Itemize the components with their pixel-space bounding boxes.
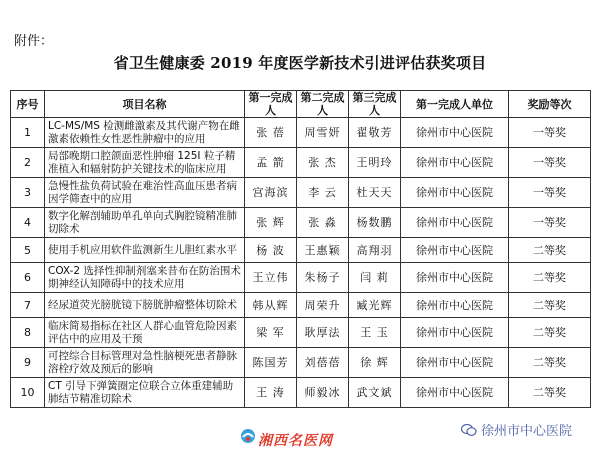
header-first: 第一完成人 (245, 91, 297, 118)
row-award: 二等奖 (509, 238, 591, 263)
row-second-person: 朱杨子 (297, 263, 349, 293)
row-first-person: 梁 军 (245, 318, 297, 348)
row-third-person: 武文斌 (349, 378, 401, 408)
header-unit: 第一完成人单位 (401, 91, 509, 118)
row-second-person: 李 云 (297, 178, 349, 208)
row-first-person: 王立伟 (245, 263, 297, 293)
table-header-row (11, 91, 591, 118)
row-unit: 徐州市中心医院 (401, 238, 509, 263)
row-first-person: 王 涛 (245, 378, 297, 408)
row-index: 2 (11, 148, 45, 178)
row-index: 10 (11, 378, 45, 408)
row-unit: 徐州市中心医院 (401, 318, 509, 348)
row-index: 3 (11, 178, 45, 208)
row-first-person: 孟 箭 (245, 148, 297, 178)
row-award: 一等奖 (509, 178, 591, 208)
row-project-name: 局部晚期口腔颌面恶性肿瘤 125I 粒子精准植入和辐射防护关键技术的临床应用 (45, 148, 245, 178)
table-row (11, 118, 591, 148)
header-third: 第三完成人 (349, 91, 401, 118)
row-first-person: 陈国芳 (245, 348, 297, 378)
row-unit: 徐州市中心医院 (401, 208, 509, 238)
header-index: 序号 (11, 91, 45, 118)
row-first-person: 张 蓓 (245, 118, 297, 148)
wechat-icon (461, 423, 477, 437)
watermark-account-name: 徐州市中心医院 (481, 424, 573, 439)
row-award: 二等奖 (509, 378, 591, 408)
row-index: 8 (11, 318, 45, 348)
row-second-person: 周荣升 (297, 293, 349, 318)
row-second-person: 耿厚法 (297, 318, 349, 348)
row-third-person: 高翔羽 (349, 238, 401, 263)
row-third-person: 杜天天 (349, 178, 401, 208)
row-third-person: 王明玲 (349, 148, 401, 178)
row-index: 9 (11, 348, 45, 378)
header-project: 项目名称 (45, 91, 245, 118)
table-row (11, 318, 591, 348)
table-row (11, 238, 591, 263)
table-row (11, 348, 591, 378)
row-third-person: 闫 莉 (349, 263, 401, 293)
row-award: 一等奖 (509, 148, 591, 178)
row-third-person: 徐 辉 (349, 348, 401, 378)
table-body (11, 118, 591, 408)
row-unit: 徐州市中心医院 (401, 348, 509, 378)
table-row (11, 378, 591, 408)
row-project-name: 数字化解剖辅助单孔单向式胸腔镜精准肺切除术 (45, 208, 245, 238)
row-first-person: 杨 波 (245, 238, 297, 263)
row-index: 7 (11, 293, 45, 318)
row-unit: 徐州市中心医院 (401, 263, 509, 293)
row-second-person: 张 淼 (297, 208, 349, 238)
row-second-person: 周雪妍 (297, 118, 349, 148)
page-title: 省卫生健康委 2019 年度医学新技术引进评估获奖项目 (113, 54, 487, 72)
header-award: 奖励等次 (509, 91, 591, 118)
row-third-person: 王 玉 (349, 318, 401, 348)
row-first-person: 张 辉 (245, 208, 297, 238)
watermark-account (458, 420, 575, 439)
row-unit: 徐州市中心医院 (401, 178, 509, 208)
row-award: 一等奖 (509, 208, 591, 238)
row-unit: 徐州市中心医院 (401, 118, 509, 148)
award-table (10, 90, 591, 408)
row-index: 1 (11, 118, 45, 148)
row-first-person: 韩从辉 (245, 293, 297, 318)
row-project-name: 经尿道荧光膀胱镜下膀胱肿瘤整体切除术 (45, 293, 245, 318)
row-unit: 徐州市中心医院 (401, 148, 509, 178)
row-project-name: 可控综合目标管理对急性脑梗死患者静脉溶栓疗效及预后的影响 (45, 348, 245, 378)
row-unit: 徐州市中心医院 (401, 378, 509, 408)
row-index: 6 (11, 263, 45, 293)
header-second: 第二完成人 (297, 91, 349, 118)
table-row (11, 148, 591, 178)
row-project-name: CT 引导下弹簧圈定位联合立体重建辅助肺结节精准切除术 (45, 378, 245, 408)
row-project-name: LC-MS/MS 检测雌激素及其代谢产物在雌激素依赖性女性恶性肿瘤中的应用 (45, 118, 245, 148)
row-second-person: 刘蓓蓓 (297, 348, 349, 378)
row-second-person: 师毅冰 (297, 378, 349, 408)
row-first-person: 宫海滨 (245, 178, 297, 208)
row-project-name: COX-2 选择性抑制剂塞来昔布在防治围术期神经认知障碍中的技术应用 (45, 263, 245, 293)
row-second-person: 王惠颖 (297, 238, 349, 263)
row-third-person: 杨数鹏 (349, 208, 401, 238)
row-second-person: 张 杰 (297, 148, 349, 178)
attachment-label: 附件： (14, 34, 54, 49)
table-row (11, 208, 591, 238)
row-project-name: 急慢性盐负荷试验在难治性高血压患者病因学筛查中的应用 (45, 178, 245, 208)
row-project-name: 使用手机应用软件监测新生儿胆红素水平 (45, 238, 245, 263)
row-third-person: 臧光辉 (349, 293, 401, 318)
website-logo-icon (240, 428, 256, 444)
table-row (11, 178, 591, 208)
row-index: 5 (11, 238, 45, 263)
row-index: 4 (11, 208, 45, 238)
row-award: 二等奖 (509, 348, 591, 378)
table-row (11, 293, 591, 318)
row-award: 二等奖 (509, 263, 591, 293)
row-award: 一等奖 (509, 118, 591, 148)
row-award: 二等奖 (509, 318, 591, 348)
row-award: 二等奖 (509, 293, 591, 318)
watermark-site-name: 湘西名医网 (258, 433, 333, 449)
row-third-person: 翟敬芳 (349, 118, 401, 148)
row-project-name: 临床简易指标在社区人群心血管危险因素评估中的应用及干预 (45, 318, 245, 348)
row-unit: 徐州市中心医院 (401, 293, 509, 318)
table-row (11, 263, 591, 293)
